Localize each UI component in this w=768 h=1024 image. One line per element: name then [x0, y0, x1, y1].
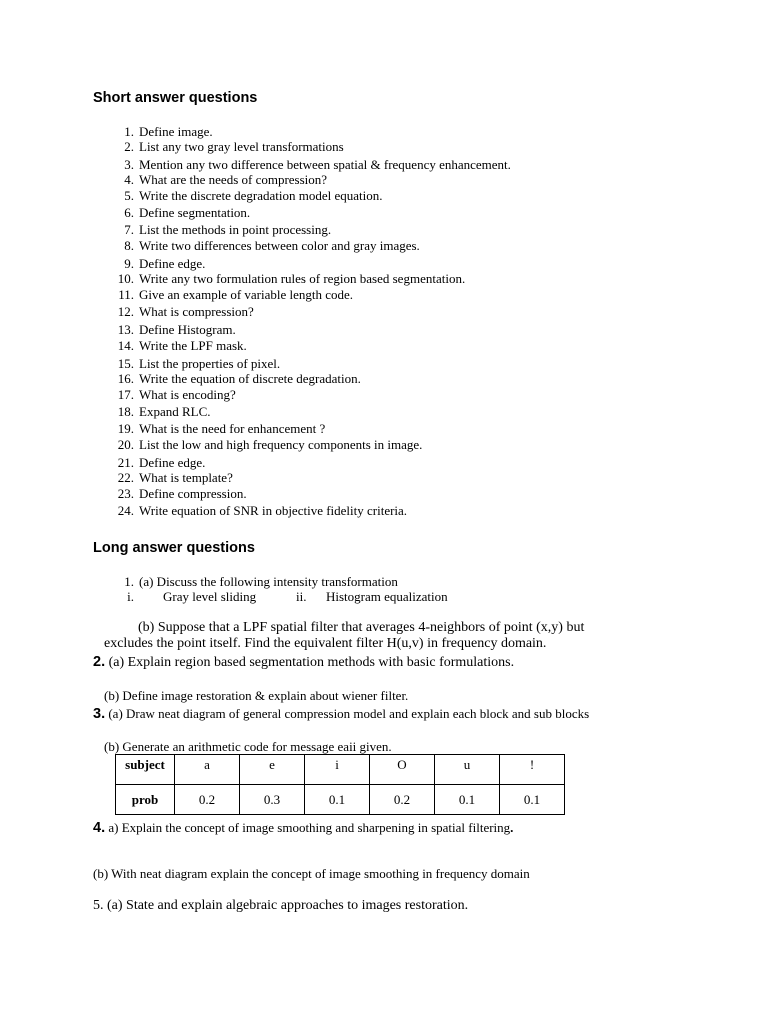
- short-question-number: 21.: [117, 455, 134, 470]
- short-question-number: 19.: [117, 421, 134, 436]
- short-question-number: 6.: [124, 205, 134, 220]
- table-cell: O: [370, 755, 435, 785]
- long-question-3a: [93, 706, 589, 722]
- short-question-number: 5.: [124, 188, 134, 203]
- short-question-text: Define compression.: [139, 486, 247, 501]
- short-answer-heading: Short answer questions: [93, 90, 258, 106]
- table-cell: u: [435, 755, 500, 785]
- table-cell: 0.2: [370, 785, 435, 815]
- short-question-text: Define segmentation.: [139, 205, 251, 220]
- long-question-4a-period: .: [510, 820, 514, 835]
- short-question-text: Write two differences between color and gray images.: [139, 238, 420, 253]
- short-question-number: 12.: [117, 304, 134, 319]
- table-cell: a: [175, 755, 240, 785]
- short-question-text: Write the discrete degradation model equation.: [139, 188, 383, 203]
- long-answer-heading: Long answer questions: [93, 540, 255, 556]
- table-cell: 0.1: [305, 785, 370, 815]
- short-question-text: Write any two formulation rules of region based segmentation.: [139, 271, 466, 286]
- short-question-number: 8.: [124, 238, 134, 253]
- long-question-3a-text: (a) Draw neat diagram of general compression model and explain each block and sub blocks: [108, 706, 590, 721]
- long-question-2a-text: (a) Explain region based segmentation methods with basic formulations.: [108, 655, 515, 670]
- short-question-text: Define edge.: [139, 455, 206, 470]
- short-question-number: 15.: [117, 356, 134, 371]
- long-question-2-number: 2.: [93, 654, 106, 670]
- short-question-number: 23.: [117, 486, 134, 501]
- short-question-number: 10.: [117, 271, 134, 286]
- table-row: [116, 785, 565, 815]
- long-question-4-number: 4.: [93, 820, 106, 836]
- short-question-text: Give an example of variable length code.: [139, 287, 354, 302]
- short-question-text: What is compression?: [139, 304, 254, 319]
- short-question-text: List the low and high frequency components in image.: [139, 437, 423, 452]
- long-question-4a: [93, 820, 513, 836]
- sub-item-ii-number: ii.: [296, 589, 307, 604]
- short-question-number: 13.: [117, 322, 134, 337]
- short-question-text: What is encoding?: [139, 387, 236, 402]
- short-question-number: 20.: [117, 437, 134, 452]
- long-question-3b: (b) Generate an arithmetic code for message eaii given.: [104, 739, 392, 754]
- short-question-text: Define edge.: [139, 256, 206, 271]
- short-question-number: 9.: [124, 256, 134, 271]
- long-question-1a-text: (a) Discuss the following intensity transformation: [139, 574, 398, 589]
- short-question-number: 2.: [124, 139, 134, 154]
- sub-item-ii-text: Histogram equalization: [326, 589, 448, 604]
- short-question-text: What is template?: [139, 470, 233, 485]
- short-question-number: 11.: [118, 287, 134, 302]
- short-question-number: 22.: [117, 470, 134, 485]
- short-question-text: List any two gray level transformations: [139, 139, 344, 154]
- short-question-text: What are the needs of compression?: [139, 172, 328, 187]
- short-question-text: List the methods in point processing.: [139, 222, 332, 237]
- short-question-text: Write the LPF mask.: [139, 338, 247, 353]
- table-cell: e: [240, 755, 305, 785]
- long-question-1-number: 1.: [124, 574, 134, 589]
- table-header-row: [116, 755, 565, 785]
- short-question-text: Write equation of SNR in objective fidelity criteria.: [139, 503, 408, 518]
- short-question-text: Write the equation of discrete degradation.: [139, 371, 361, 386]
- table-cell: subject: [116, 755, 175, 785]
- table-cell: 0.2: [175, 785, 240, 815]
- short-question-number: 3.: [124, 157, 134, 172]
- table-cell: !: [500, 755, 565, 785]
- table-cell: i: [305, 755, 370, 785]
- table-cell: 0.1: [500, 785, 565, 815]
- long-question-3-number: 3.: [93, 706, 106, 722]
- short-question-text: List the properties of pixel.: [139, 356, 281, 371]
- short-question-number: 16.: [117, 371, 134, 386]
- table-cell: 0.1: [435, 785, 500, 815]
- long-question-4b: (b) With neat diagram explain the concept of image smoothing in frequency domain: [93, 866, 530, 881]
- sub-item-i-number: i.: [127, 589, 134, 604]
- long-question-5a: 5. (a) State and explain algebraic approaches to images restoration.: [93, 898, 469, 913]
- sub-item-i-text: Gray level sliding: [163, 589, 257, 604]
- short-question-text: Expand RLC.: [139, 404, 211, 419]
- short-question-text: Define Histogram.: [139, 322, 236, 337]
- short-question-number: 14.: [117, 338, 134, 353]
- table-cell: prob: [116, 785, 175, 815]
- long-question-2b: (b) Define image restoration & explain about wiener filter.: [104, 688, 409, 703]
- long-question-1b-line2: excludes the point itself. Find the equivalent filter H(u,v) in frequency domain.: [104, 636, 547, 651]
- long-question-4a-text: a) Explain the concept of image smoothing and sharpening in spatial filtering: [108, 820, 511, 835]
- short-question-number: 24.: [117, 503, 134, 518]
- short-question-number: 7.: [124, 222, 134, 237]
- short-question-text: What is the need for enhancement ?: [139, 421, 326, 436]
- short-question-number: 17.: [117, 387, 134, 402]
- short-question-number: 1.: [124, 124, 134, 139]
- table-cell: 0.3: [240, 785, 305, 815]
- long-question-2a: [93, 655, 514, 670]
- probability-table: [115, 754, 565, 815]
- short-question-text: Mention any two difference between spatial & frequency enhancement.: [139, 157, 511, 172]
- short-question-text: Define image.: [139, 124, 213, 139]
- long-question-1b-line1: (b) Suppose that a LPF spatial filter that averages 4-neighbors of point (x,y) but: [138, 620, 585, 635]
- short-question-number: 18.: [117, 404, 134, 419]
- short-question-number: 4.: [124, 172, 134, 187]
